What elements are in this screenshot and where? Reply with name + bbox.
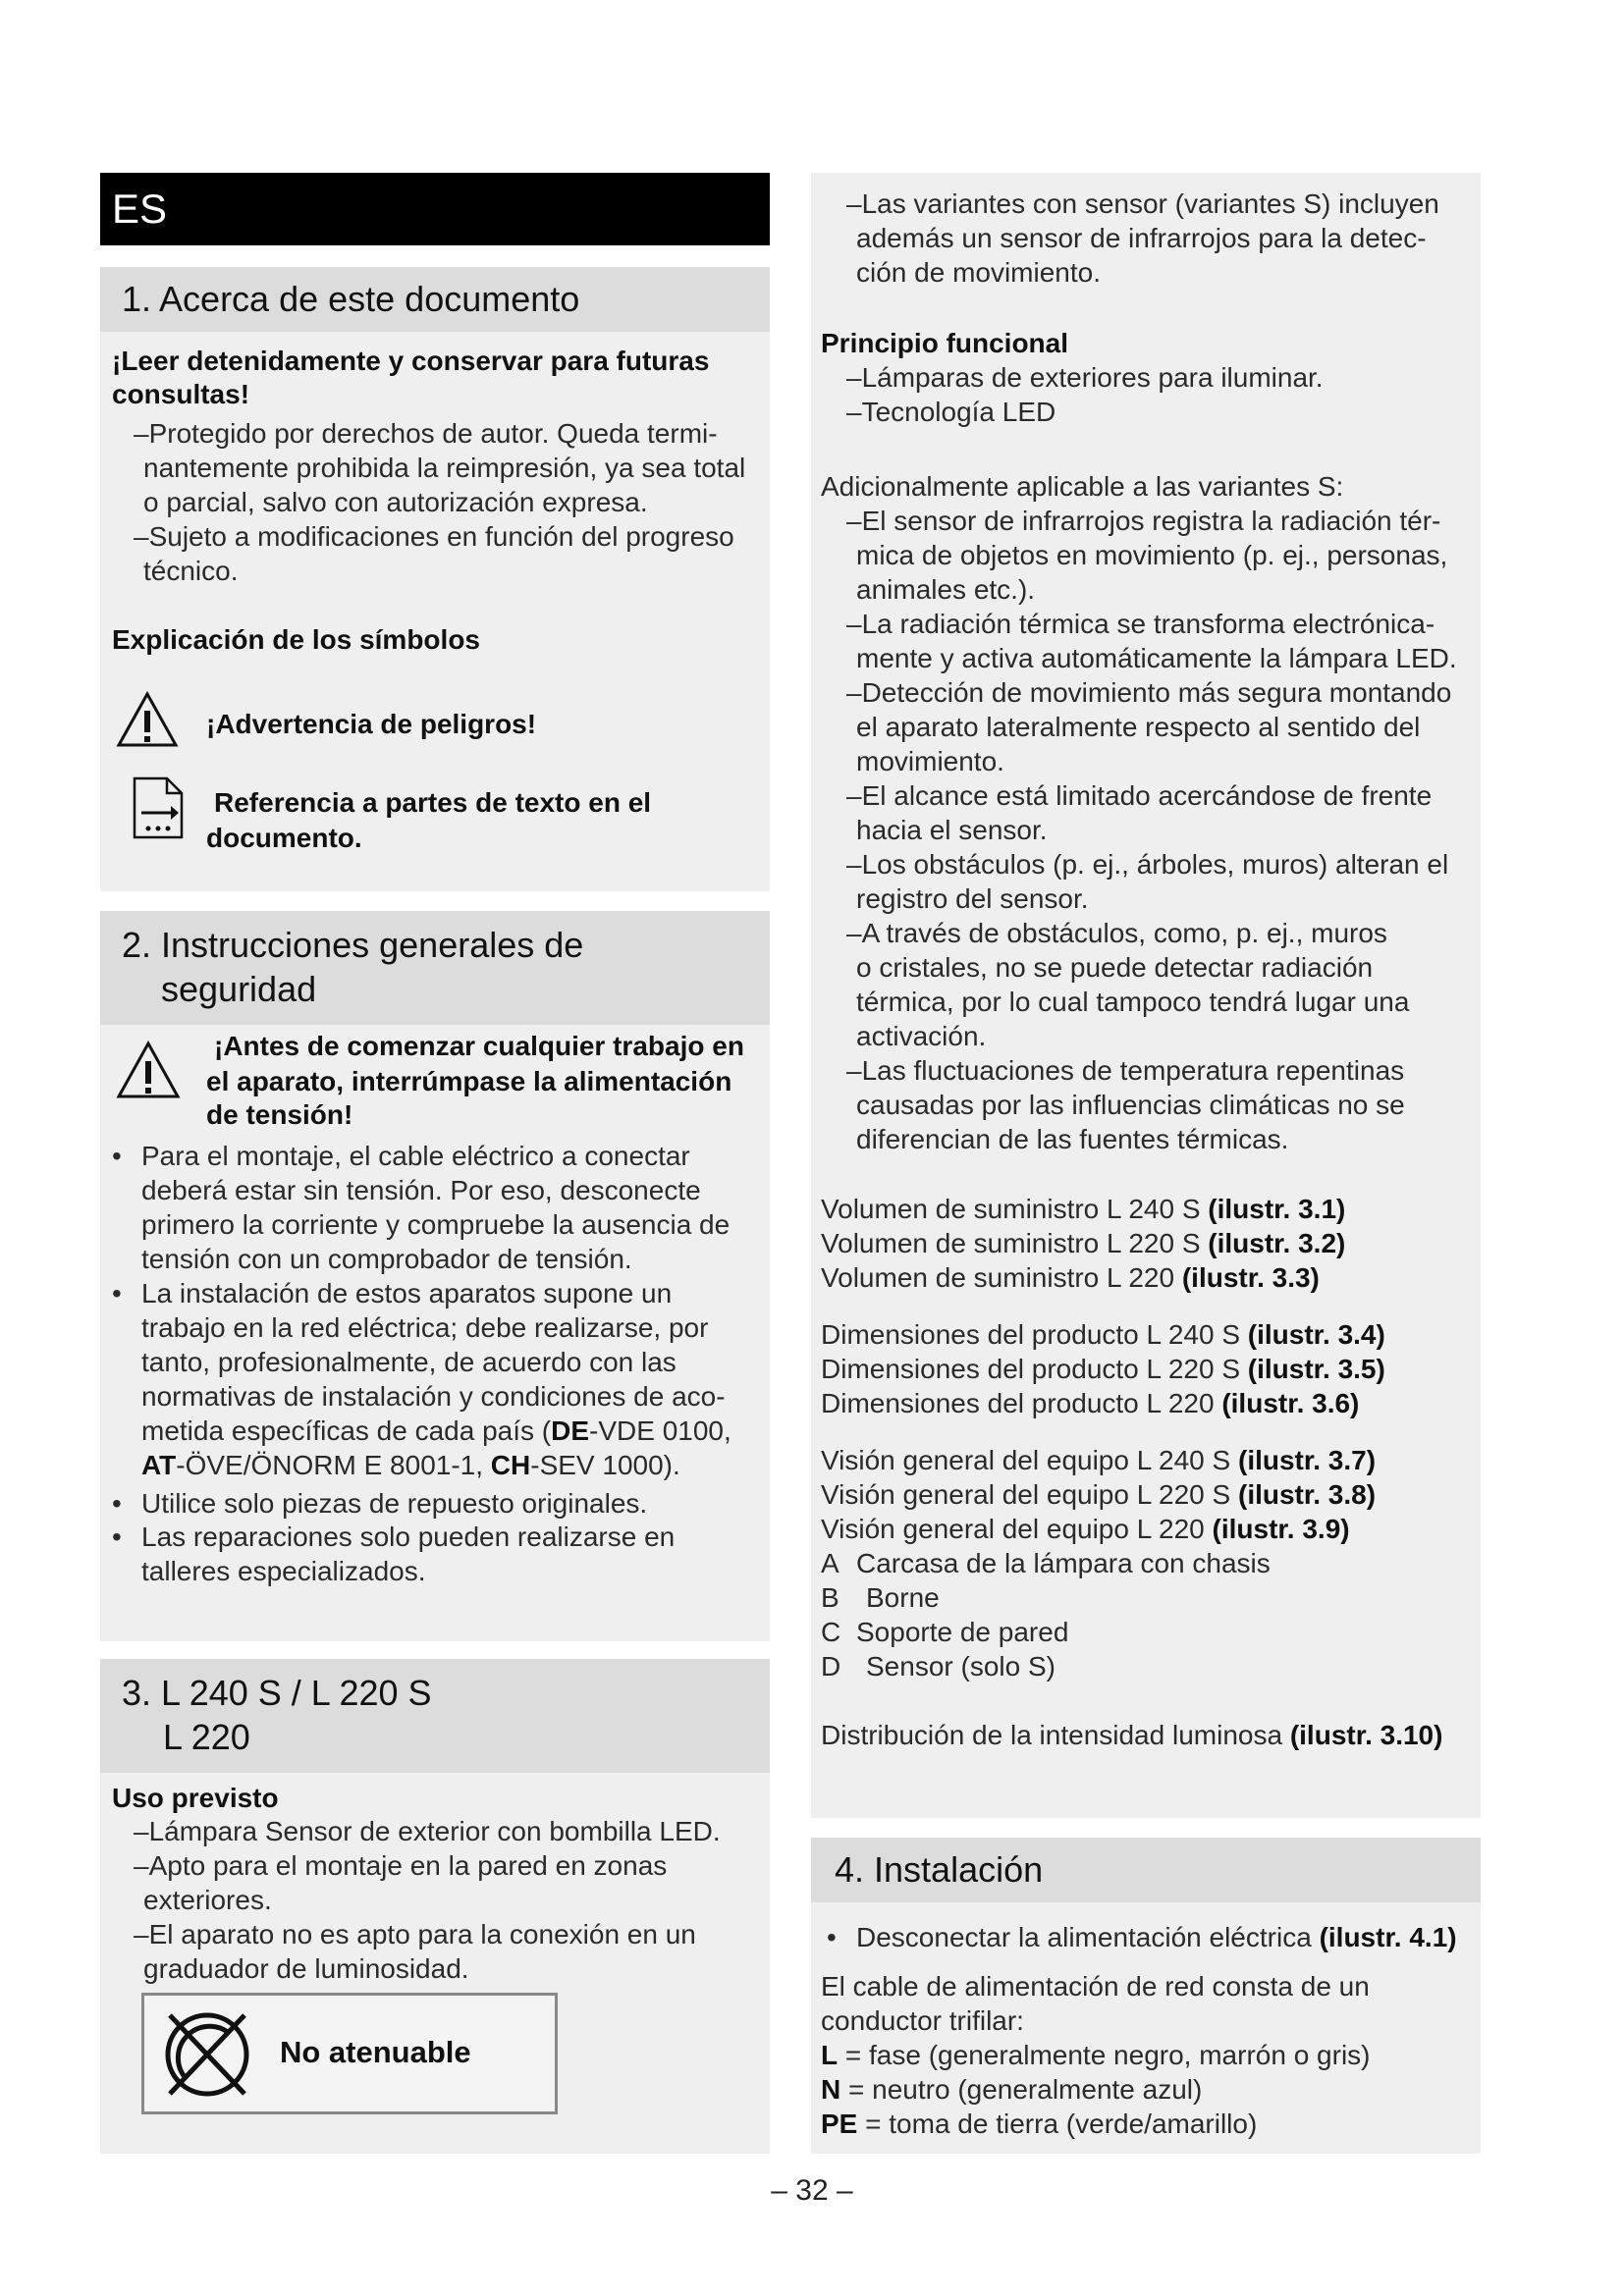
section-1-panel [100,267,770,891]
warning-triangle-icon [116,691,179,748]
ref-supply-l220s: Volumen de suministro L 220 S (ilustr. 3.2) [821,1228,1346,1258]
part-key-a: A [821,1548,839,1578]
symbols-heading: Explicación de los símbolos [112,624,480,655]
wire-neutral: N = neutro (generalmente azul) [821,2074,1203,2105]
add-4-line-2: hacia el sensor. [856,815,1048,845]
country-code-at: AT [141,1450,177,1480]
warning-triangle-icon [116,1041,181,1099]
section-3-title-line-2: L 220 [163,1717,250,1757]
part-key-c: C [821,1617,841,1647]
read-notice-line-1: ¡Leer detenidamente y conservar para futuras [112,346,710,376]
read-notice-line-2: consultas! [112,379,250,409]
installation-line-5 [141,1414,731,1449]
bullet-marker: • [112,1141,122,1171]
bullet-marker: • [112,1488,122,1519]
installation-line-5-a: metida específicas de cada país ( [141,1415,552,1446]
modification-line-1: –Sujeto a modificaciones en función del progreso [134,521,734,552]
section-3-title [100,1659,770,1773]
use-line-1: –Lámpara Sensor de exterior con bombilla LED. [134,1816,721,1846]
installation-line-6-b: -ÖVE/ÖNORM E 8001-1, [176,1450,491,1480]
power-warning-line-2: el aparato, interrúmpase la alimentación [206,1066,732,1096]
part-key-b: B [821,1582,839,1613]
spare-parts-line: Utilice solo piezas de repuesto originales. [141,1488,648,1519]
mounting-line-4: tensión con un comprobador de tensión. [141,1244,632,1274]
section-2-title [100,911,770,1025]
part-label-a: Carcasa de la lámpara con chasis [856,1548,1271,1578]
add-1-line-2: mica de objetos en movimiento (p. ej., personas, [856,540,1448,570]
section-4-panel [811,1838,1481,2154]
add-5-line-1: –Los obstáculos (p. ej., árboles, muros) alteran el [846,849,1449,880]
installation-line-3: tanto, profesionalmente, de acuerdo con las [141,1347,677,1377]
section-2-title-line-2: seguridad [161,969,317,1009]
ref-light-distribution: Distribución de la intensidad luminosa (ilustr. 3.10) [821,1720,1443,1750]
bullet-marker: • [112,1522,122,1552]
bullet-marker: • [112,1278,122,1308]
section-3-title-line-1: 3. L 240 S / L 220 S [122,1673,432,1713]
add-6-line-3: térmica, por lo cual tampoco tendrá lugar una [856,987,1410,1017]
section-4-title: 4. Instalación [811,1838,1481,1902]
add-4-line-1: –El alcance está limitado acercándose de frente [846,780,1433,811]
section-2-title-line-1: 2. Instrucciones generales de [122,925,584,965]
country-code-ch: CH [490,1450,531,1480]
no-dimming-box [141,1993,558,2114]
installation-line-2: trabajo en la red eléctrica; debe realizarse, por [141,1312,709,1343]
cable-line-1: El cable de alimentación de red consta de un [821,1971,1370,2002]
ref-supply-l240s: Volumen de suministro L 240 S (ilustr. 3.1) [821,1194,1346,1224]
sensor-variant-line-1: –Las variantes con sensor (variantes S) incluyen [846,188,1439,219]
add-6-line-2: o cristales, no se puede detectar radiación [856,952,1374,983]
ref-overview-l220: Visión general del equipo L 220 (ilustr. 3.9) [821,1514,1350,1544]
bullet-marker: • [827,1922,837,1952]
installation-line-5-c: -VDE 0100, [589,1415,731,1446]
country-code-de: DE [551,1415,590,1446]
add-1-line-1: –El sensor de infrarrojos registra la radiación tér- [846,506,1441,536]
mounting-line-2: deberá estar sin tensión. Por eso, desconecte [141,1175,701,1205]
ref-supply-l220: Volumen de suministro L 220 (ilustr. 3.3) [821,1262,1320,1293]
reference-symbol-line-2: documento. [206,823,362,853]
copyright-line-1: –Protegido por derechos de autor. Queda termi- [134,418,718,449]
mounting-line-3: primero la corriente y compruebe la ausencia de [141,1209,731,1240]
wire-earth: PE = toma de tierra (verde/amarillo) [821,2109,1258,2139]
language-tab: ES [100,173,770,245]
add-2-line-2: mente y activa automáticamente la lámpara LED. [856,643,1457,673]
ref-overview-l240s: Visión general del equipo L 240 S (ilustr. 3.7) [821,1445,1377,1475]
add-6-line-4: activación. [856,1021,987,1051]
power-warning-line-1: ¡Antes de comenzar cualquier trabajo en [214,1031,744,1061]
ref-dimensions-l220: Dimensiones del producto L 220 (ilustr. 3.6) [821,1388,1360,1418]
installation-line-6-d: -SEV 1000). [530,1450,680,1480]
intended-use-heading: Uso previsto [112,1783,279,1813]
no-dimming-label: No atenuable [280,2035,471,2069]
mounting-line-1: Para el montaje, el cable eléctrico a conectar [141,1141,690,1171]
add-3-line-2: el aparato lateralmente respecto al sentido del [856,712,1421,742]
cable-line-2: conductor trifilar: [821,2005,1024,2036]
add-7-line-3: diferencian de las fuentes térmicas. [856,1124,1289,1154]
reference-symbol-line-1: Referencia a partes de texto en el [214,787,652,818]
use-line-2a: –Apto para el montaje en la pared en zonas [134,1850,668,1881]
part-label-d: Sensor (solo S) [866,1651,1056,1682]
power-warning-line-3: de tensión! [206,1099,353,1130]
add-3-line-3: movimiento. [856,746,1004,776]
add-7-line-1: –Las fluctuaciones de temperatura repentinas [846,1055,1405,1086]
installation-line-4: normativas de instalación y condiciones de aco- [141,1381,726,1412]
add-1-line-3: animales etc.). [856,574,1036,605]
part-key-d: D [821,1651,841,1682]
modification-line-2: técnico. [143,556,239,586]
wire-phase: L = fase (generalmente negro, marrón o gris) [821,2040,1371,2070]
description-panel [811,173,1481,1818]
add-7-line-2: causadas por las influencias climáticas no se [856,1090,1405,1120]
repairs-line-1: Las reparaciones solo pueden realizarse en [141,1522,676,1552]
ref-dimensions-l220s: Dimensiones del producto L 220 S (ilustr. 3.5) [821,1354,1385,1384]
add-6-line-1: –A través de obstáculos, como, p. ej., muros [846,918,1387,948]
installation-line-1: La instalación de estos aparatos supone un [141,1278,673,1308]
add-3-line-1: –Detección de movimiento más segura montando [846,677,1452,708]
page-number: – 32 – [771,2174,853,2207]
part-label-b: Borne [866,1582,940,1613]
add-2-line-1: –La radiación térmica se transforma electrónica- [846,609,1435,639]
add-5-line-2: registro del sensor. [856,883,1089,914]
installation-line-6 [141,1448,680,1483]
part-label-c: Soporte de pared [856,1617,1069,1647]
function-line-2: –Tecnología LED [846,397,1056,427]
document-reference-icon [132,775,185,840]
no-dimmer-icon [158,2007,256,2102]
copyright-line-3: o parcial, salvo con autorización expresa. [143,487,648,517]
section-1-title: 1. Acerca de este documento [100,267,770,332]
sensor-variant-line-3: ción de movimiento. [856,257,1102,288]
section-2-panel [100,911,770,1641]
ref-overview-l220s: Visión general del equipo L 220 S (ilustr. 3.8) [821,1479,1377,1510]
function-line-1: –Lámparas de exteriores para iluminar. [846,362,1324,393]
disconnect-power-line: Desconectar la alimentación eléctrica (ilustr. 4.1) [856,1922,1457,1952]
repairs-line-2: talleres especializados. [141,1556,426,1586]
functional-principle-heading: Principio funcional [821,328,1069,358]
warning-symbol-text: ¡Advertencia de peligros! [206,709,537,739]
sensor-variant-line-2: además un sensor de infrarrojos para la detec- [856,223,1427,253]
use-line-3b: graduador de luminosidad. [143,1953,469,1984]
use-line-2b: exteriores. [143,1885,272,1915]
ref-dimensions-l240s: Dimensiones del producto L 240 S (ilustr. 3.4) [821,1319,1385,1350]
copyright-line-2: nantemente prohibida la reimpresión, ya sea total [143,453,746,483]
use-line-3a: –El aparato no es apto para la conexión en un [134,1919,696,1949]
additional-heading: Adicionalmente aplicable a las variantes S: [821,471,1344,502]
